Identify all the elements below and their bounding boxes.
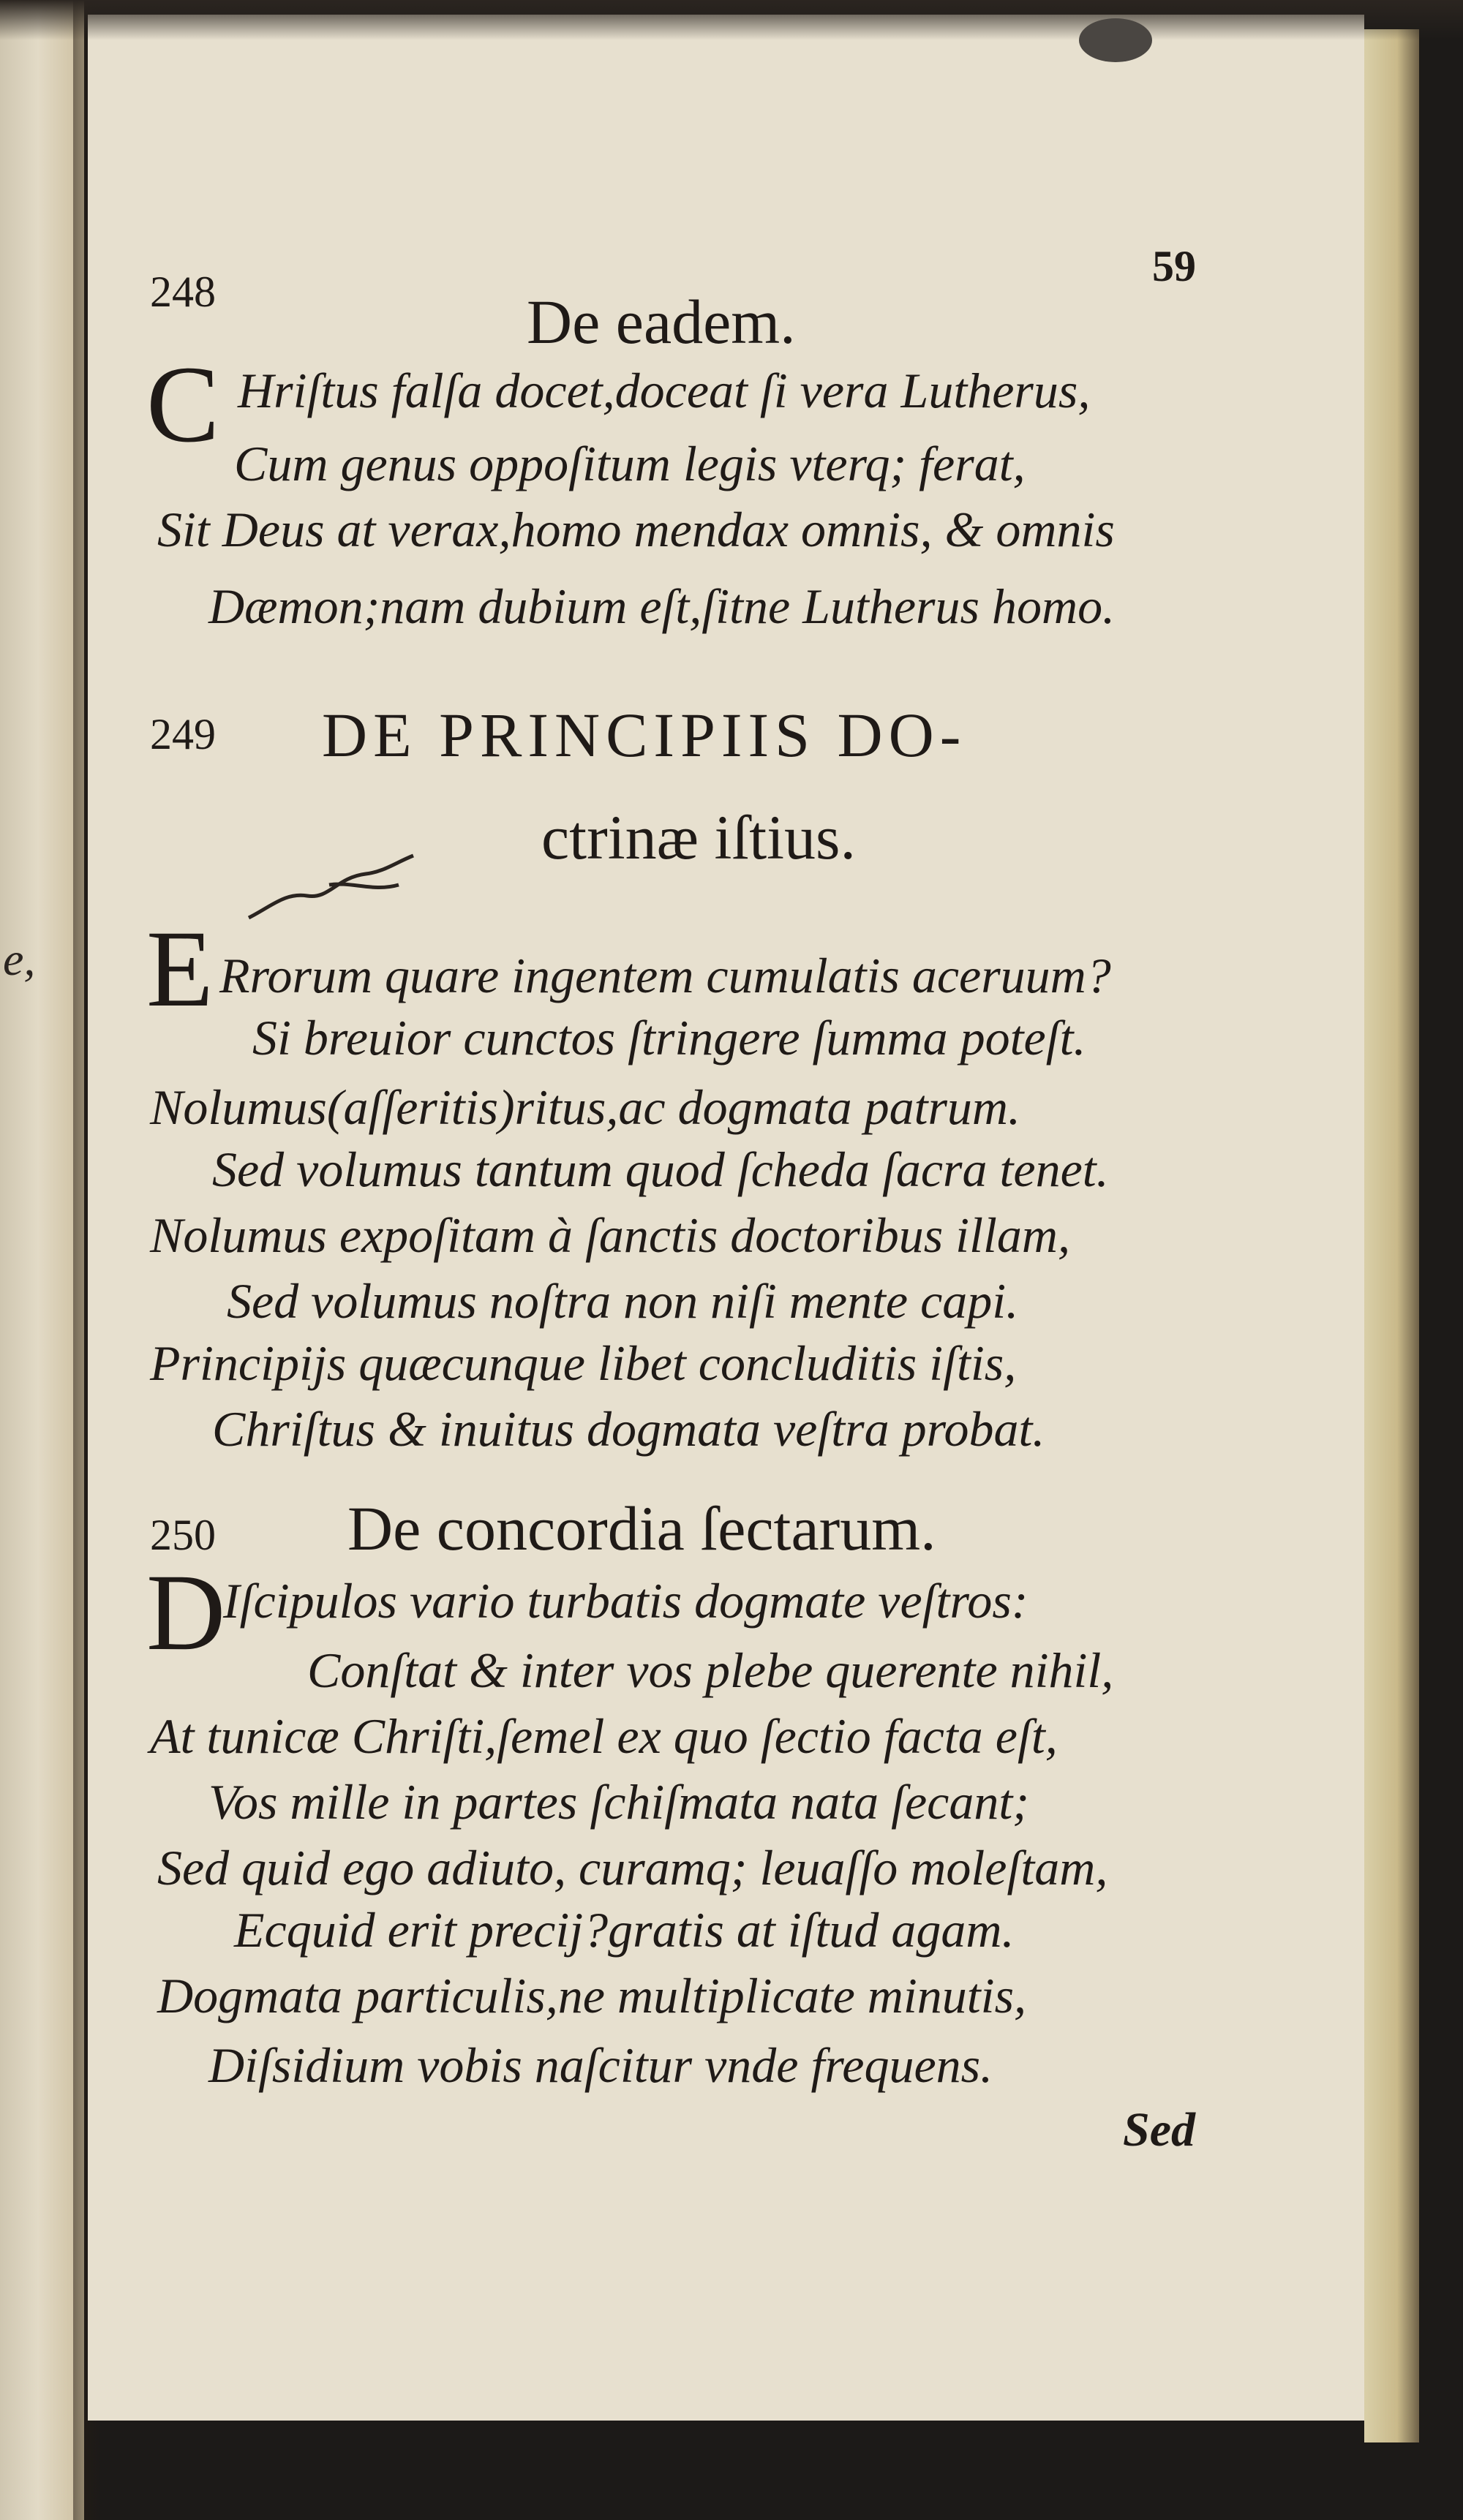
section-250-line-4: Vos mille in partes ſchiſmata nata ſecant; (208, 1774, 1029, 1830)
section-248-initial: C (146, 344, 220, 465)
section-249-line-3: Nolumus(aſſeritis)ritus,ac dogmata patrum. (150, 1079, 1021, 1135)
section-250-line-5: Sed quid ego adiuto, curamq; leuaſſo moleſtam, (157, 1840, 1108, 1895)
section-250-number: 250 (150, 1511, 216, 1559)
section-249-line-7: Principijs quæcunque libet concluditis iſtis, (150, 1335, 1017, 1391)
section-249-line-8: Chriſtus & inuitus dogmata veſtra probat. (212, 1401, 1045, 1457)
paper-hole (1079, 18, 1152, 62)
section-250-line-2: Conſtat & inter vos plebe querente nihil, (307, 1642, 1114, 1698)
section-249-initial: E (146, 908, 214, 1030)
section-248-line-2: Cum genus oppoſitum legis vterq; ferat, (234, 436, 1026, 491)
section-249-line-6: Sed volumus noſtra non niſi mente capi. (227, 1273, 1019, 1329)
section-250-title: De concordia ſectarum. (347, 1493, 936, 1563)
section-248-title: De eadem. (527, 287, 796, 357)
page-number: 248 (150, 268, 216, 316)
page-edge-right (1364, 29, 1419, 2442)
section-250-line-3: At tunicæ Chriſti,ſemel ex quo ſectio facta eſt, (150, 1708, 1058, 1764)
pen-flourish (241, 841, 424, 929)
left-page-fragment: e, (3, 933, 36, 985)
top-shadow (0, 0, 1463, 40)
section-249-line-5: Nolumus expoſitam à ſanctis doctoribus illam, (150, 1207, 1070, 1263)
section-249-title-line-2: ctrinæ iſtius. (541, 802, 856, 872)
section-250-line-6: Ecquid erit precij?gratis at iſtud agam. (234, 1902, 1015, 1958)
section-250-line-8: Diſsidium vobis naſcitur vnde frequens. (208, 2037, 993, 2093)
folio-number: 59 (1152, 242, 1196, 290)
section-249-line-4: Sed volumus tantum quod ſcheda ſacra tenet. (212, 1142, 1109, 1197)
section-248-line-4: Dæmon;nam dubium eſt,ſitne Lutherus homo. (208, 578, 1116, 634)
section-248-line-3: Sit Deus at verax,homo mendax omnis, & omnis (157, 502, 1115, 557)
section-250-initial: D (146, 1552, 226, 1673)
book-page (88, 15, 1364, 2421)
section-249-title-line-1: DE PRINCIPIIS DO- (322, 700, 967, 770)
section-248-line-1: Hriſtus falſa docet,doceat ſi vera Lutherus, (238, 363, 1091, 418)
left-page-edge (0, 0, 84, 2520)
section-250-line-7: Dogmata particulis,ne multiplicate minutis, (157, 1968, 1027, 2023)
catchword: Sed (1123, 2103, 1195, 2157)
section-249-line-1: Rrorum quare ingentem cumulatis aceruum? (219, 948, 1111, 1003)
section-249-line-2: Si breuior cunctos ſtringere ſumma poteſt. (252, 1010, 1086, 1065)
section-250-line-1: Iſcipulos vario turbatis dogmate veſtros: (223, 1573, 1028, 1629)
section-249-number: 249 (150, 710, 216, 758)
